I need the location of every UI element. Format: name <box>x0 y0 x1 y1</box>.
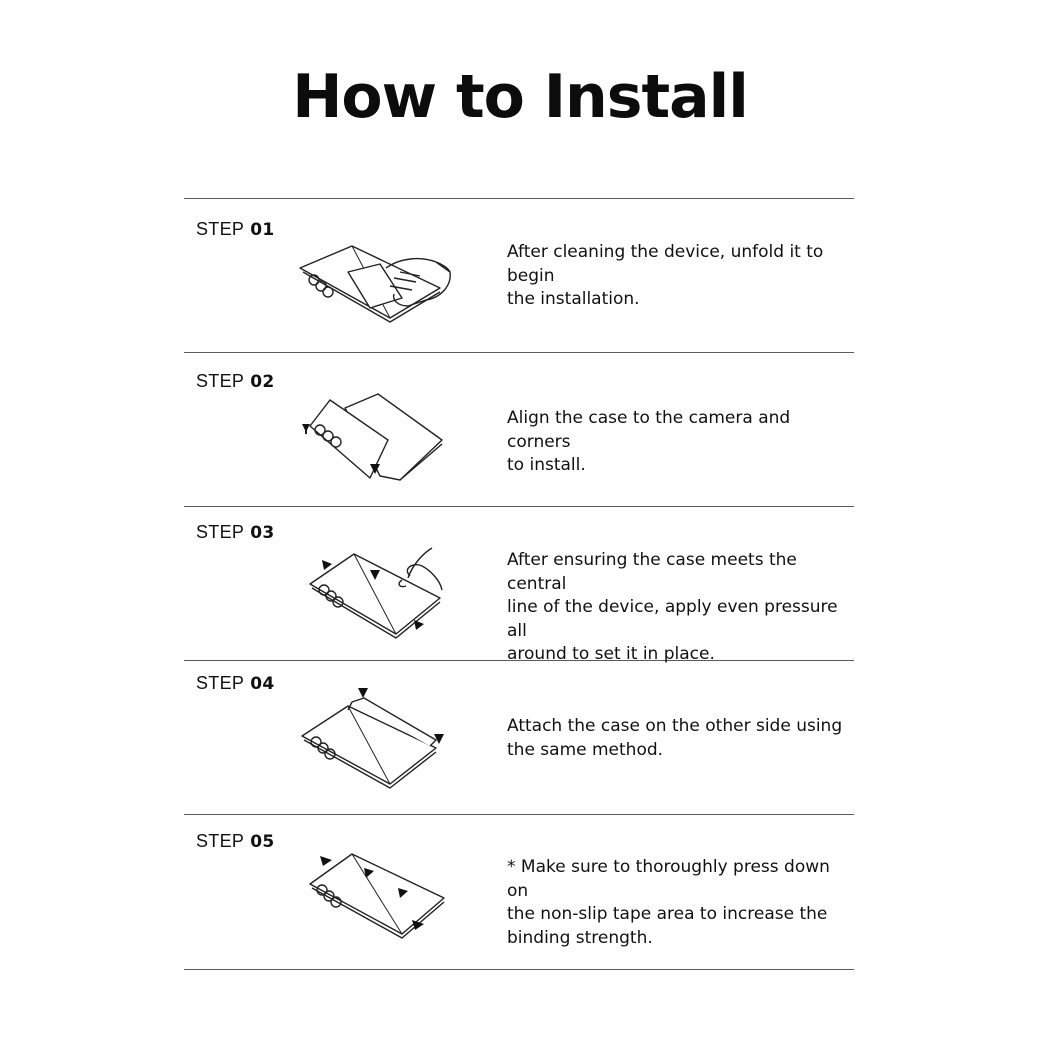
step-word: STEP <box>196 371 245 391</box>
step-number: 04 <box>250 674 275 694</box>
step-number: 01 <box>250 220 275 240</box>
step-4-text: Attach the case on the other side using the same method. <box>507 716 843 760</box>
step-word: STEP <box>196 522 245 542</box>
step-2-label <box>196 371 274 392</box>
step-2-text: Align the case to the camera and corners to install. <box>507 408 791 475</box>
step-3-illustration <box>290 532 460 642</box>
step-number: 02 <box>250 372 275 392</box>
page-title: How to Install <box>292 62 748 132</box>
step-5-note: * Make sure to thoroughly press down on the non-slip tape area to increase the binding strength. <box>507 857 830 948</box>
divider <box>184 506 854 507</box>
step-3-label <box>196 522 274 543</box>
step-1-text: After cleaning the device, unfold it to begin the installation. <box>507 242 824 309</box>
step-2-illustration <box>290 380 460 490</box>
step-number: 05 <box>250 832 275 852</box>
divider <box>184 352 854 353</box>
step-1-illustration <box>290 228 460 338</box>
step-4-label <box>196 673 274 694</box>
divider <box>184 814 854 815</box>
step-word: STEP <box>196 831 245 851</box>
step-5-illustration <box>290 838 460 948</box>
step-4-illustration <box>290 684 460 794</box>
step-1-label <box>196 219 274 240</box>
step-5-label <box>196 831 274 852</box>
step-number: 03 <box>250 523 275 543</box>
divider <box>184 969 854 970</box>
step-word: STEP <box>196 673 245 693</box>
step-word: STEP <box>196 219 245 239</box>
divider <box>184 198 854 199</box>
step-3-text: After ensuring the case meets the central line of the device, apply even pressure all around to set it in place. <box>507 550 838 664</box>
